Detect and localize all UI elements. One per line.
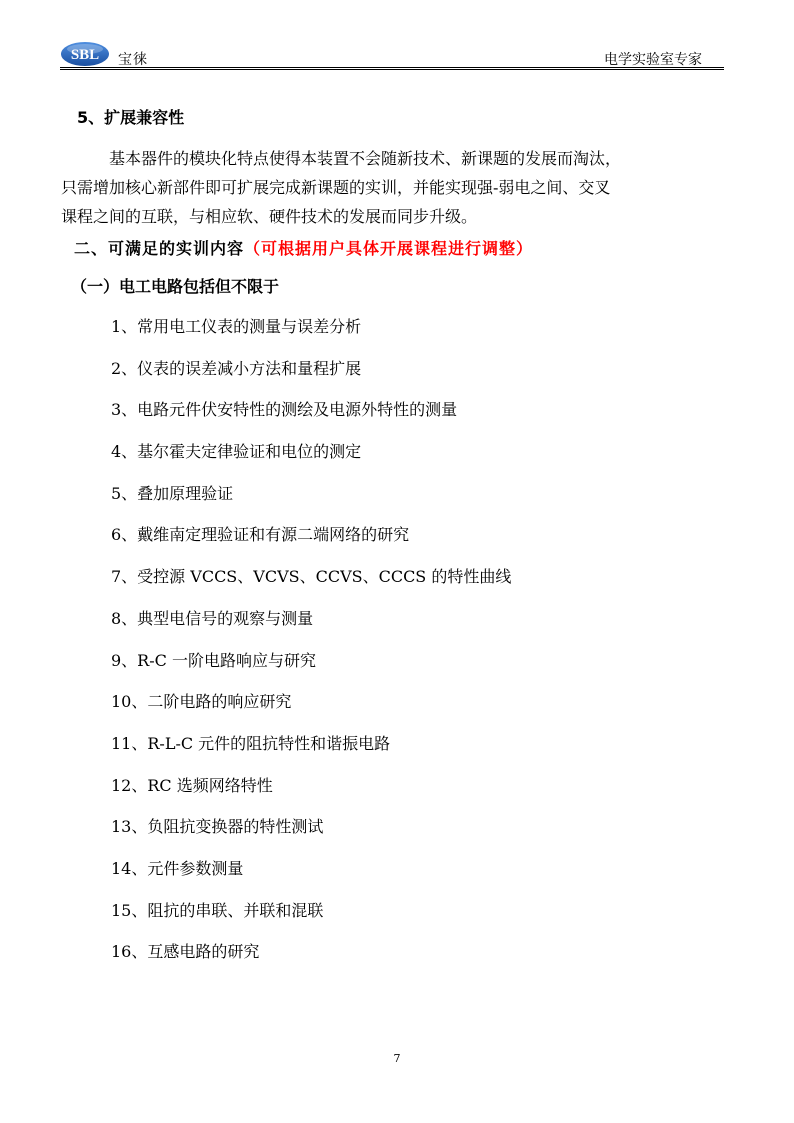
section-5-heading: 5、扩展兼容性 [77, 108, 185, 127]
list-item: 7、受控源 VCCS、VCVS、CCVS、CCCS 的特性曲线 [111, 567, 512, 587]
list-item: 16、互感电路的研究 [111, 942, 260, 962]
list-item: 11、R-L-C 元件的阻抗特性和谐振电路 [111, 733, 391, 753]
section-2-heading [74, 235, 727, 263]
paragraph-line: 课程之间的互联，与相应软、硬件技术的发展而同步升级。 [61, 207, 478, 226]
list-item: 5、叠加原理验证 [111, 483, 234, 503]
subsection-1-heading: （一）电工电路包括但不限于 [71, 277, 280, 296]
list-item: 2、仪表的误差减小方法和量程扩展 [111, 358, 362, 378]
page-header [60, 40, 724, 70]
list-item: 1、常用电工仪表的测量与误差分析 [111, 317, 362, 336]
paragraph-line: 基本器件的模块化特点使得本装置不会随新技术、新课题的发展而淘汰， [109, 149, 622, 168]
section-2-title: 二、可满足的实训内容 [74, 239, 245, 258]
list-item: 10、二阶电路的响应研究 [111, 692, 292, 712]
header-divider-secondary [60, 69, 724, 70]
paragraph-line: 只需增加核心新部件即可扩展完成新课题的实训，并能实现强-弱电之间、交叉 [61, 178, 611, 197]
logo-text: SBL [70, 47, 100, 63]
brand-name: 宝徕 [118, 52, 148, 68]
list-item: 14、元件参数测量 [111, 858, 244, 878]
sbl-logo [60, 41, 110, 67]
list-item: 3、电路元件伏安特性的测绘及电源外特性的测量 [111, 400, 458, 420]
header-divider [60, 67, 724, 68]
list-item: 9、R-C 一阶电路响应与研究 [111, 650, 316, 670]
list-item: 12、RC 选频网络特性 [111, 775, 273, 795]
section-5-paragraph [61, 144, 727, 231]
training-items-list [77, 306, 727, 973]
list-item: 15、阻抗的串联、并联和混联 [111, 900, 324, 920]
section-2-note: （可根据用户具体开展课程进行调整） [244, 239, 534, 258]
list-item: 6、戴维南定理验证和有源二端网络的研究 [111, 525, 410, 545]
page-content [61, 104, 727, 973]
header-tagline: 电学实验室专家 [604, 52, 702, 68]
list-item: 13、负阻抗变换器的特性测试 [111, 817, 324, 837]
page-number: 7 [393, 1052, 401, 1065]
list-item: 8、典型电信号的观察与测量 [111, 608, 314, 628]
list-item: 4、基尔霍夫定律验证和电位的测定 [111, 442, 362, 462]
